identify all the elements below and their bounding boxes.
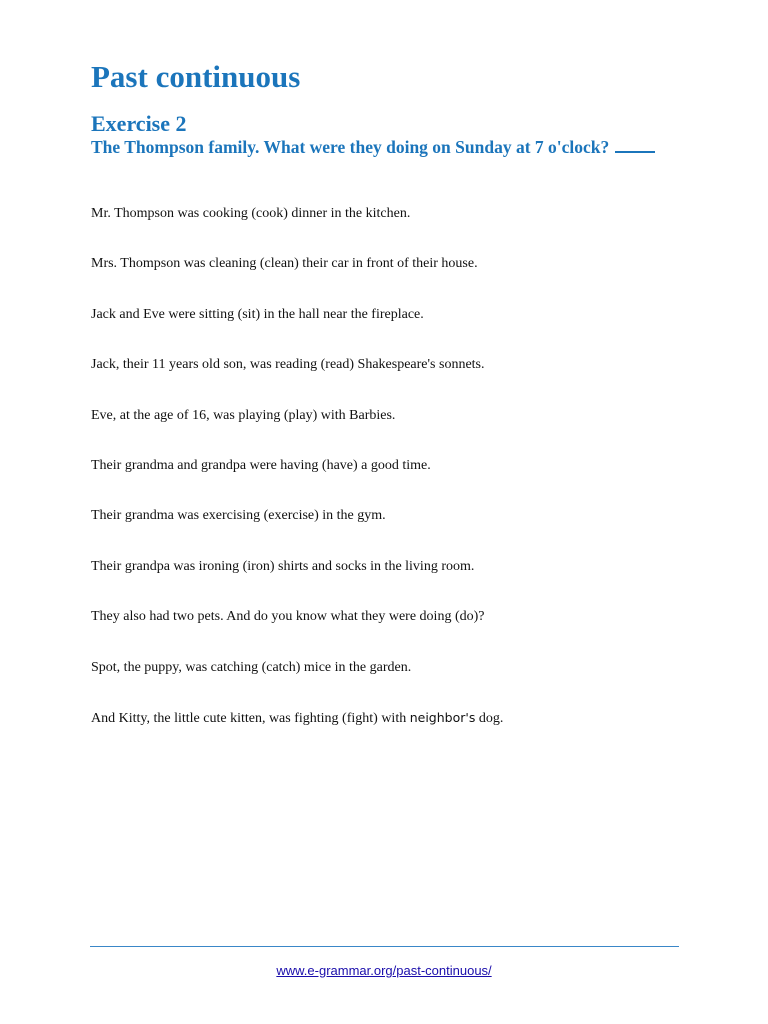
sentence-item: Mr. Thompson was cooking (cook) dinner in the kitchen. xyxy=(91,206,411,221)
sentence-item: Eve, at the age of 16, was playing (play) with Barbies. xyxy=(91,407,396,423)
page-title: Past continuous xyxy=(91,59,301,94)
sentence-item: Jack, their 11 years old son, was reading (read) Shakespeare's sonnets. xyxy=(91,357,485,373)
exercise-heading: Exercise 2 xyxy=(91,111,187,136)
sentence-item: They also had two pets. And do you know what they were doing (do)? xyxy=(91,609,485,625)
sentence-list xyxy=(91,203,503,757)
sentence-item: Their grandpa was ironing (iron) shirts and socks in the living room. xyxy=(91,558,475,574)
sentence-item xyxy=(91,707,503,757)
footer-divider xyxy=(90,946,679,947)
answer-blank xyxy=(615,137,655,153)
sentence-item: Jack and Eve were sitting (sit) in the hall near the fireplace. xyxy=(91,306,424,322)
instruction-text: The Thompson family. What were they doing on Sunday at 7 o'clock? xyxy=(91,137,610,157)
sentence-item: Mrs. Thompson was cleaning (clean) their car in front of their house. xyxy=(91,256,478,272)
sentence-item: Spot, the puppy, was catching (catch) mice in the garden. xyxy=(91,659,412,675)
sentence-item: Their grandma was exercising (exercise) in the gym. xyxy=(91,508,386,524)
sentence-item: Their grandma and grandpa were having (have) a good time. xyxy=(91,457,431,473)
sentence-text-end: dog. xyxy=(475,710,504,726)
exercise-instruction xyxy=(91,136,655,158)
sentence-text-sans: neighbor's xyxy=(409,709,476,725)
footer-link[interactable]: www.e-grammar.org/past-continuous/ xyxy=(276,963,492,978)
sentence-text: And Kitty, the little cute kitten, was fighting (fight) with xyxy=(91,710,410,726)
